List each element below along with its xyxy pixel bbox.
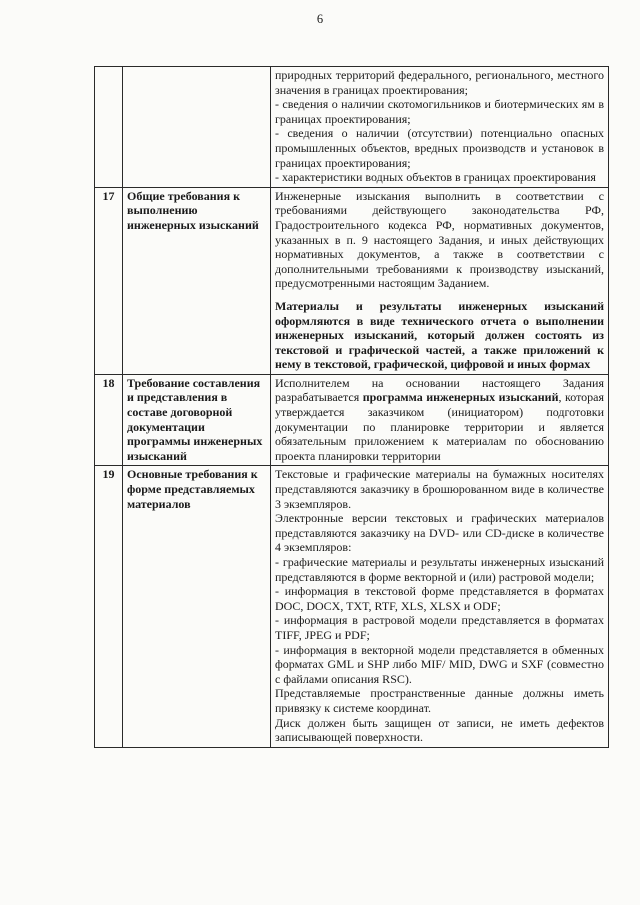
paragraph: Текстовые и графические материалы на бумажных носителях представляются заказчику в брошюрованном виде в количестве 3 экземпляров. bbox=[275, 467, 604, 511]
table-row bbox=[95, 187, 609, 374]
row-number: 19 bbox=[95, 466, 123, 747]
table-row bbox=[95, 466, 609, 747]
row-content bbox=[271, 374, 609, 466]
paragraph: - сведения о наличии (отсутствии) потенциально опасных промышленных объектов, вредных производств и установок в границах проектирования; bbox=[275, 126, 604, 170]
row-content bbox=[271, 67, 609, 188]
page-number: 6 bbox=[316, 12, 324, 26]
paragraph: Электронные версии текстовых и графических материалов представляются заказчику на DVD- или CD-диске в количестве 4 экземпляров: bbox=[275, 511, 604, 555]
row-number: 18 bbox=[95, 374, 123, 466]
paragraph: - графические материалы и результаты инженерных изысканий представляются в форме векторной и (или) растровой модели; bbox=[275, 555, 604, 584]
paragraph: Представляемые пространственные данные должны иметь привязку к системе координат. bbox=[275, 686, 604, 715]
table-row bbox=[95, 67, 609, 188]
paragraph: Диск должен быть защищен от записи, не иметь дефектов записывающей поверхности. bbox=[275, 715, 604, 745]
paragraph: - информация в текстовой форме представляется в форматах DOC, DOCX, TXT, RTF, XLS, XLSX и ODF; bbox=[275, 584, 604, 613]
emphasis-program: программа инженерных изысканий bbox=[362, 390, 559, 405]
row-number: 17 bbox=[95, 187, 123, 374]
row-content bbox=[271, 187, 609, 374]
paragraph bbox=[275, 376, 604, 464]
requirements-table bbox=[94, 66, 609, 748]
row-title: Основные требования к форме представляемых материалов bbox=[123, 466, 271, 747]
row-title: Требование составления и представления в составе договорной документации программы инженерных изысканий bbox=[123, 374, 271, 466]
text-segment: , которая утверждается заказчиком (инициатором) подготовки документации по планировке территории и является обязательным приложением к материалам по обоснованию проекта планировки территории bbox=[275, 390, 604, 463]
table-row bbox=[95, 374, 609, 466]
paragraph: Инженерные изыскания выполнить в соответствии с требованиями действующего законодательства РФ, Градостроительного кодекса РФ, нормативных документов, указанных в п. 9 настоящего Задания, и иных действующих нормативных документов, а также в соответствии с дополнительными требованиями к производству изысканий, предусмотренными настоящим Заданием. bbox=[275, 188, 604, 291]
paragraph: - информация в растровой модели представляется в форматах TIFF, JPEG и PDF; bbox=[275, 613, 604, 642]
paragraph: - информация в векторной модели представляется в обменных форматах GML и SHP либо MIF/ MID, DWG и SXF (совместно с файлами описания RSC). bbox=[275, 642, 604, 686]
paragraph: - сведения о наличии скотомогильников и биотермических ям в границах проектирования; bbox=[275, 97, 604, 126]
paragraph: - характеристики водных объектов в границах проектирования bbox=[275, 170, 596, 185]
row-title bbox=[123, 67, 271, 188]
text-segment: Исполнителем на основании настоящего Задания разрабатывается bbox=[275, 375, 604, 405]
paragraph-bold: Материалы и результаты инженерных изысканий оформляются в виде технического отчета о выполнении инженерных изысканий, который должен состоять из текстовой и графической частей, а также приложений к нему в текстовой, графической, цифровой и иных формах bbox=[275, 298, 604, 372]
row-content bbox=[271, 466, 609, 747]
row-title: Общие требования к выполнению инженерных изысканий bbox=[123, 187, 271, 374]
paragraph: природных территорий федерального, регионального, местного значения в границах проектирования; bbox=[275, 68, 604, 97]
row-number bbox=[95, 67, 123, 188]
